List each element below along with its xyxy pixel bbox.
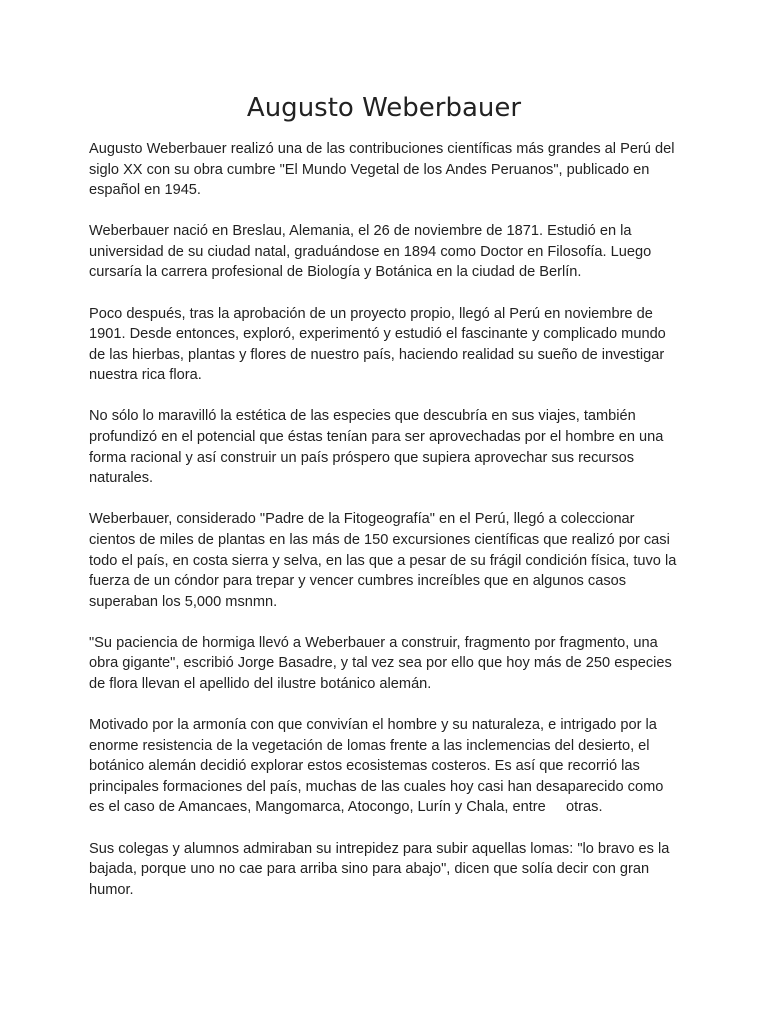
document-body bbox=[89, 139, 681, 921]
paragraph-4: No sólo lo maravilló la estética de las especies que descubría en sus viajes, también profundizó en el potencial que éstas tenían para ser aprovechadas por el hombre en una forma racional y así construir un país próspero que supiera aprovechar sus recursos naturales. bbox=[89, 408, 664, 487]
paragraph-6: "Su paciencia de hormiga llevó a Weberbauer a construir, fragmento por fragmento, una obra gigante", escribió Jorge Basadre, y tal vez sea por ello que hoy más de 250 especies de flora llevan el apellido del ilustre botánico alemán. bbox=[89, 634, 672, 692]
page-title: Augusto Weberbauer bbox=[246, 93, 522, 123]
paragraph-5: Weberbauer, considerado "Padre de la Fitogeografía" en el Perú, llegó a coleccionar cientos de miles de plantas en las más de 150 excursiones científicas que realizó por casi todo el país, en costa sierra y selva, en las que a pesar de su frágil condición física, tuvo la fuerza de un cóndor para trepar y vencer cumbres increíbles que en algunos casos superaban los 5,000 msnmn. bbox=[89, 511, 677, 610]
paragraph-1: Augusto Weberbauer realizó una de las contribuciones científicas más grandes al Perú del siglo XX con su obra cumbre "El Mundo Vegetal de los Andes Peruanos", publicado en español en 1945. bbox=[89, 141, 675, 199]
paragraph-2: Weberbauer nació en Breslau, Alemania, el 26 de noviembre de 1871. Estudió en la universidad de su ciudad natal, graduándose en 1894 como Doctor en Filosofía. Luego cursaría la carrera profesional de Biología y Botánica en la ciudad de Berlín. bbox=[89, 223, 652, 281]
paragraph-7: Motivado por la armonía con que convivían el hombre y su naturaleza, e intrigado por la enorme resistencia de la vegetación de lomas frente a las inclemencias del desierto, el botánico alemán decidió explorar estos ecosistemas costeros. Es así que recorrió las principales formaciones del país, muchas de las cuales hoy casi han desaparecido como es el caso de Amancaes, Mangomarca, Atocongo, Lurín y Chala, entre otras. bbox=[89, 717, 668, 816]
paragraph-3: Poco después, tras la aprobación de un proyecto propio, llegó al Perú en noviembre de 1901. Desde entonces, exploró, experimentó y estudió el fascinante y complicado mundo de las hierbas, plantas y flores de nuestro país, haciendo realidad su sueño de investigar nuestra rica flora. bbox=[89, 305, 666, 384]
paragraph-8: Sus colegas y alumnos admiraban su intrepidez para subir aquellas lomas: "lo bravo es la bajada, porque uno no cae para arriba sino para abajo", dicen que solía decir con gran humor. bbox=[89, 840, 670, 898]
